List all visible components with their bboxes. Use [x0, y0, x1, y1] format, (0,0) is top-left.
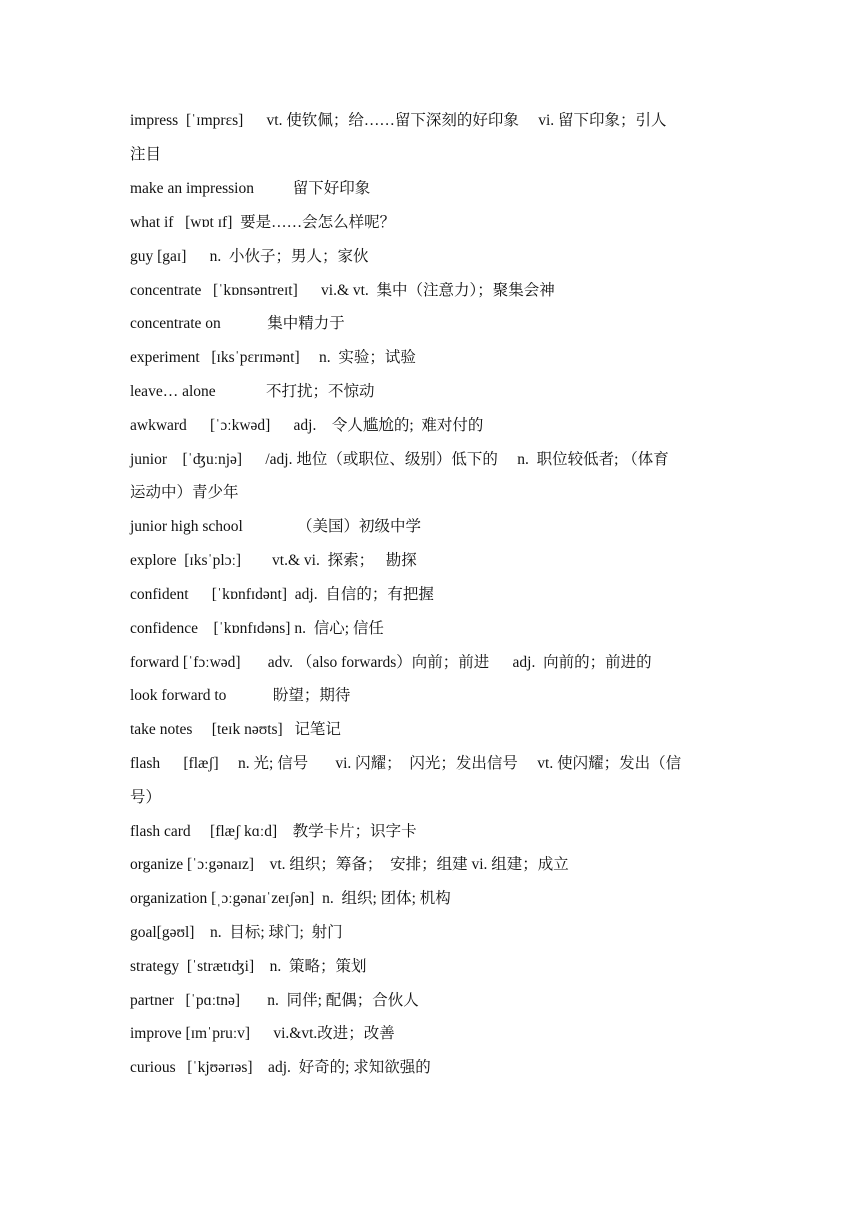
vocab-line: confidence [ˈkɒnfɪdəns] n. 信心; 信任	[130, 620, 384, 637]
vocab-line: 运动中）青少年	[130, 484, 239, 501]
vocab-line: junior [ˈʤuːnjə] /adj. 地位（或职位、级别）低下的 n. 职位较低者; （体育	[130, 451, 669, 468]
vocab-line: goal[gəʊl] n. 目标; 球门; 射门	[130, 924, 343, 941]
vocab-line: organization [ˌɔːgənaɪˈzeɪʃən] n. 组织; 团体; 机构	[130, 890, 451, 907]
vocab-line: curious [ˈkjʊərɪəs] adj. 好奇的; 求知欲强的	[130, 1059, 431, 1076]
vocab-line: strategy [ˈstrætɪʤi] n. 策略；策划	[130, 958, 367, 975]
vocab-line: 号）	[130, 789, 162, 806]
vocab-line: forward [ˈfɔːwəd] adv. （also forwards）向前；前进 adj. 向前的；前进的	[130, 654, 652, 671]
vocab-line: explore [ɪksˈplɔː] vt.& vi. 探索； 勘探	[130, 552, 417, 569]
vocab-line: what if [wɒt ɪf] 要是……会怎么样呢？	[130, 214, 396, 231]
vocab-line: look forward to 盼望；期待	[130, 687, 351, 704]
vocab-line: awkward [ˈɔːkwəd] adj. 令人尴尬的; 难对付的	[130, 417, 484, 434]
vocab-line: concentrate on 集中精力于	[130, 315, 345, 332]
vocab-line: partner [ˈpɑːtnə] n. 同伴; 配偶；合伙人	[130, 992, 419, 1009]
vocab-line: guy [gaɪ] n. 小伙子；男人；家伙	[130, 248, 369, 265]
vocab-line: flash [flæʃ] n. 光; 信号 vi. 闪耀； 闪光；发出信号 vt. 使闪耀；发出（信	[130, 755, 682, 772]
vocab-line: leave… alone 不打扰；不惊动	[130, 383, 375, 400]
vocab-line: concentrate [ˈkɒnsəntreɪt] vi.& vt. 集中（注意力）；聚集会神	[130, 282, 555, 299]
vocab-line: experiment [ɪksˈpɛrɪmənt] n. 实验；试验	[130, 349, 416, 366]
vocab-line: improve [ɪmˈpruːv] vi.&vt.改进；改善	[130, 1025, 395, 1042]
vocab-line: take notes [teɪk nəʊts] 记笔记	[130, 721, 341, 738]
vocab-line: make an impression 留下好印象	[130, 180, 371, 197]
vocab-line: organize [ˈɔːgənaɪz] vt. 组织；筹备； 安排；组建 vi. 组建；成立	[130, 856, 569, 873]
vocab-line: 注目	[130, 146, 162, 163]
vocab-line: confident [ˈkɒnfɪdənt] adj. 自信的；有把握	[130, 586, 434, 603]
vocab-line: impress [ˈɪmprɛs] vt. 使钦佩；给……留下深刻的好印象 vi. 留下印象；引人	[130, 112, 667, 129]
vocab-line: flash card [flæʃ kɑːd] 教学卡片；识字卡	[130, 823, 417, 840]
vocab-line: junior high school （美国）初级中学	[130, 518, 422, 535]
